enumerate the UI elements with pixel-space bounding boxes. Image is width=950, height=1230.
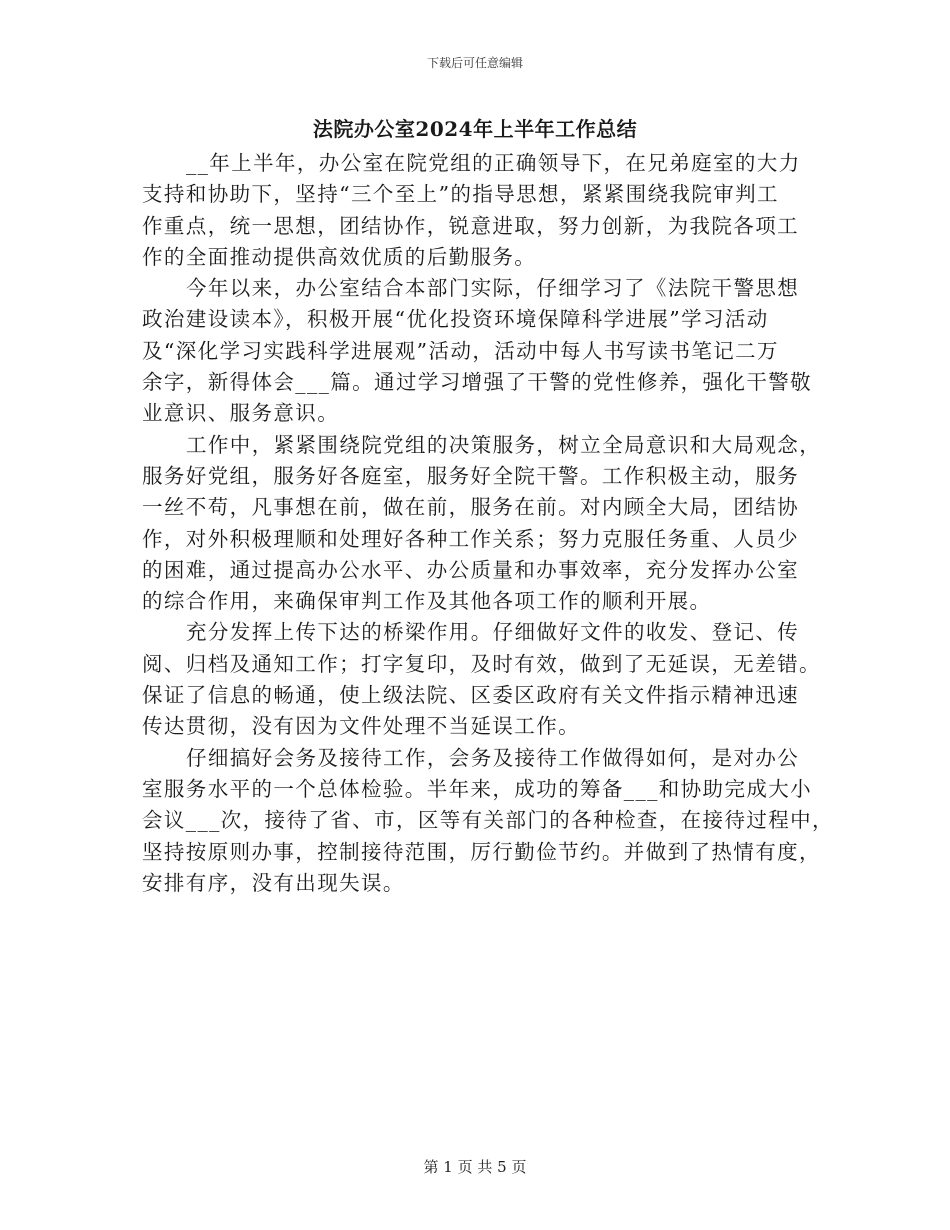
body-line: 业意识、服务意识。 <box>142 401 340 426</box>
document-title: 法院办公室2024年上半年工作总结 <box>312 117 638 141</box>
page-number-footer: 第 1 页 共 5 页 <box>423 1158 527 1176</box>
body-line: 的综合作用，来确保审判工作及其他各项工作的顺利开展。 <box>142 589 712 614</box>
body-line: 作，对外积极理顺和处理好各种工作关系；努力克服任务重、人员少 <box>142 526 799 551</box>
body-line: 的困难，通过提高办公水平、办公质量和办事效率，充分发挥办公室 <box>142 557 799 582</box>
body-line: 阅、归档及通知工作；打字复印，及时有效，做到了无延误，无差错。 <box>142 651 821 676</box>
body-line: 充分发挥上传下达的桥梁作用。仔细做好文件的收发、登记、传 <box>186 620 800 645</box>
body-line: 安排有序，没有出现失误。 <box>142 870 405 895</box>
body-line: 传达贯彻，没有因为文件处理不当延误工作。 <box>142 714 580 739</box>
body-line: 及“深化学习实践科学进展观”活动，活动中每人书写读书笔记二万 <box>142 338 779 363</box>
body-line: 仔细搞好会务及接待工作，会务及接待工作做得如何，是对办公 <box>186 745 800 770</box>
body-line: 保证了信息的畅通，使上级法院、区委区政府有关文件指示精神迅速 <box>142 683 799 708</box>
body-line: __年上半年，办公室在院党组的正确领导下，在兄弟庭室的大力 <box>186 151 801 175</box>
document-body <box>142 148 834 899</box>
page-header-note: 下载后可任意编辑 <box>426 56 523 70</box>
body-line: 一丝不苟，凡事想在前，做在前，服务在前。对内顾全大局，团结协 <box>142 495 799 520</box>
body-line: 室服务水平的一个总体检验。半年来，成功的筹备___和协助完成大小 <box>142 776 813 801</box>
body-line: 支持和协助下，坚持“三个至上”的指导思想，紧紧围绕我院审判工 <box>142 182 779 207</box>
body-line: 服务好党组，服务好各庭室，服务好全院干警。工作积极主动，服务 <box>142 463 799 488</box>
body-line: 今年以来，办公室结合本部门实际，仔细学习了《法院干警思想 <box>186 276 800 301</box>
body-line: 会议___次，接待了省、市，区等有关部门的各种检查，在接待过程中， <box>142 808 834 833</box>
body-line: 余字，新得体会___篇。通过学习增强了干警的党性修养，强化干警敬 <box>142 370 813 395</box>
body-line: 作的全面推动提供高效优质的后勤服务。 <box>142 244 537 269</box>
body-line: 工作中，紧紧围绕院党组的决策服务，树立全局意识和大局观念， <box>186 432 822 457</box>
body-line: 政治建设读本》，积极开展“优化投资环境保障科学进展”学习活动 <box>142 307 769 332</box>
body-line: 作重点，统一思想，团结协作，锐意进取，努力创新，为我院各项工 <box>142 213 799 238</box>
body-line: 坚持按原则办事，控制接待范围，厉行勤俭节约。并做到了热情有度， <box>142 839 821 864</box>
